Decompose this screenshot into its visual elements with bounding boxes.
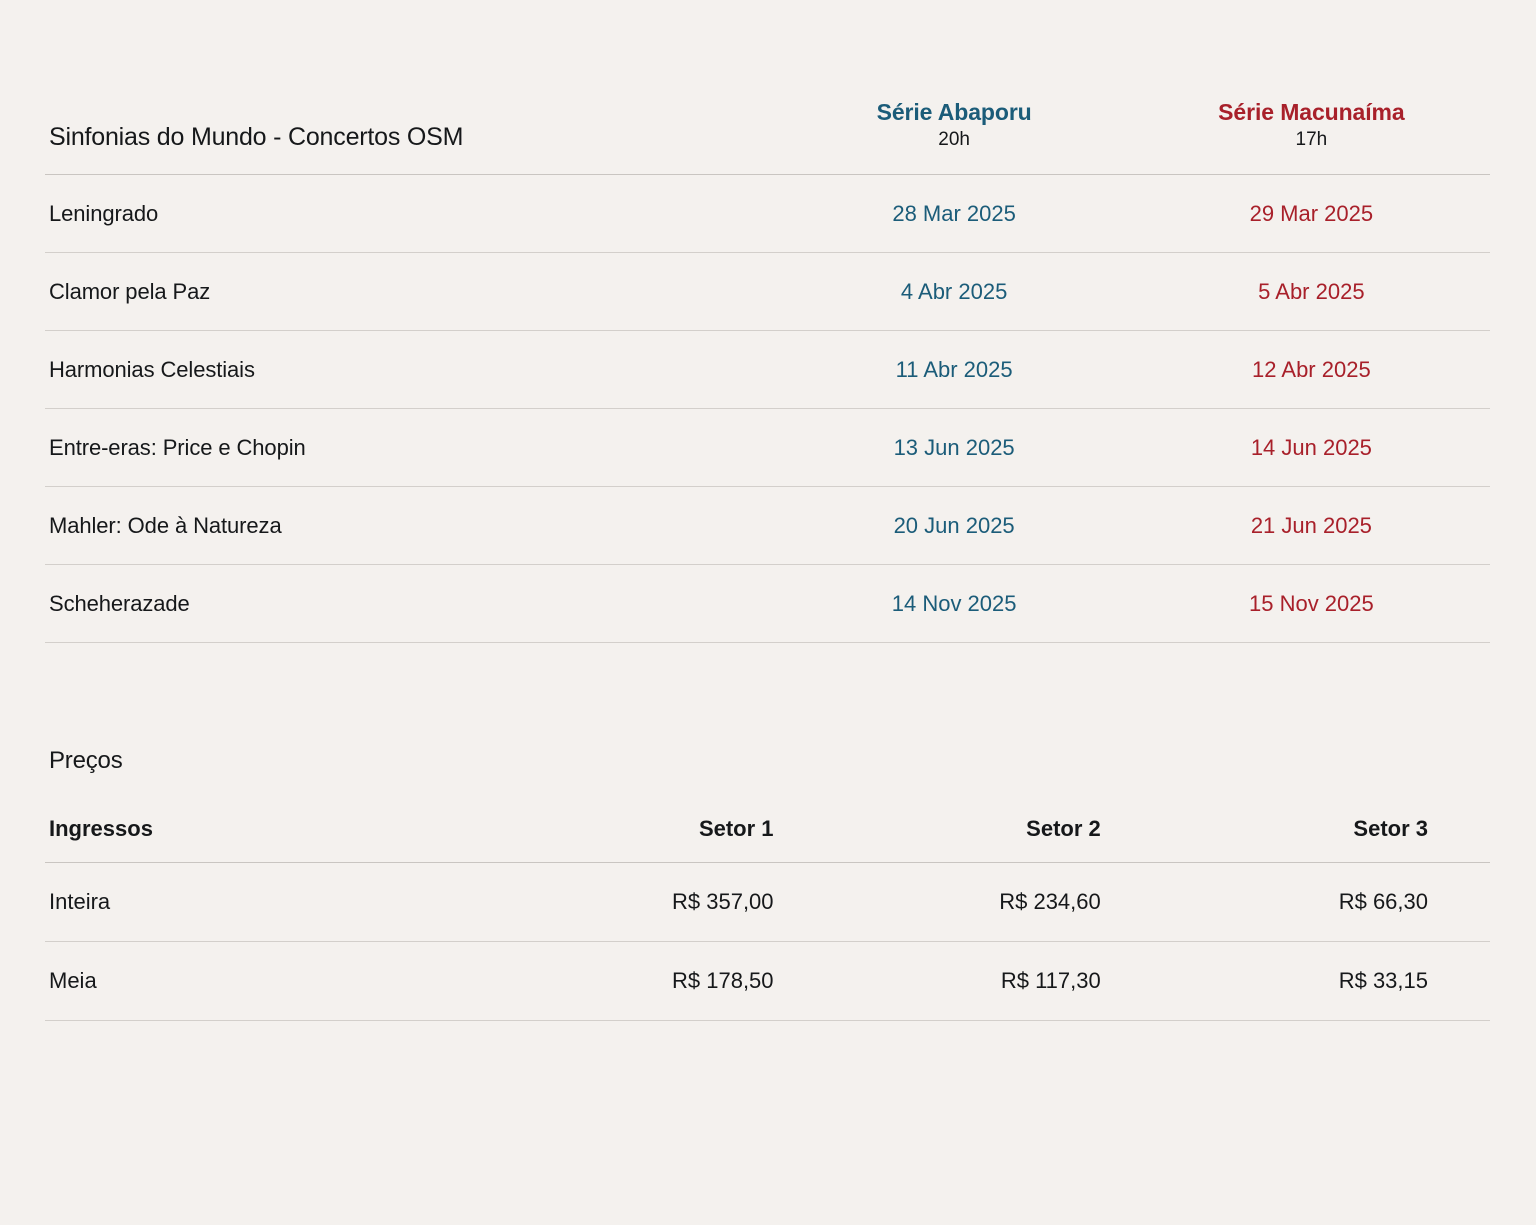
series-time-abaporu: 20h xyxy=(938,128,970,150)
concert-title: Entre-eras: Price e Chopin xyxy=(45,409,776,487)
table-row xyxy=(45,253,1490,331)
series-name-abaporu: Série Abaporu xyxy=(876,99,1032,125)
table-row xyxy=(45,331,1490,409)
document-page xyxy=(0,98,1536,1225)
concert-title: Harmonias Celestiais xyxy=(45,331,776,409)
prices-col-setor1: Setor 1 xyxy=(508,815,835,863)
series-time-macunaima: 17h xyxy=(1295,128,1328,150)
date-abaporu: 28 Mar 2025 xyxy=(776,175,1133,253)
prices-col-tickets: Ingressos xyxy=(45,815,508,863)
price-setor3: R$ 33,15 xyxy=(1163,942,1490,1021)
table-row xyxy=(45,487,1490,565)
concert-title: Scheherazade xyxy=(45,565,776,643)
schedule-header xyxy=(45,98,1490,175)
price-setor3: R$ 66,30 xyxy=(1163,863,1490,942)
price-setor1: R$ 357,00 xyxy=(508,863,835,942)
date-macunaima: 15 Nov 2025 xyxy=(1133,565,1490,643)
concert-schedule-table xyxy=(45,98,1490,643)
prices-heading: Preços xyxy=(49,747,123,775)
date-macunaima: 21 Jun 2025 xyxy=(1133,487,1490,565)
date-macunaima: 5 Abr 2025 xyxy=(1133,253,1490,331)
prices-body xyxy=(45,863,1490,1021)
price-row-label: Inteira xyxy=(45,863,508,942)
date-macunaima: 29 Mar 2025 xyxy=(1133,175,1490,253)
prices-header xyxy=(45,815,1490,863)
price-setor2: R$ 234,60 xyxy=(836,863,1163,942)
price-setor1: R$ 178,50 xyxy=(508,942,835,1021)
date-abaporu: 11 Abr 2025 xyxy=(776,331,1133,409)
prices-table xyxy=(45,815,1490,1021)
schedule-title: Sinfonias do Mundo - Concertos OSM xyxy=(45,98,776,175)
date-abaporu: 13 Jun 2025 xyxy=(776,409,1133,487)
series-name-macunaima: Série Macunaíma xyxy=(1218,99,1405,125)
date-abaporu: 4 Abr 2025 xyxy=(776,253,1133,331)
series-header-abaporu xyxy=(776,98,1133,175)
table-row xyxy=(45,175,1490,253)
date-abaporu: 20 Jun 2025 xyxy=(776,487,1133,565)
date-macunaima: 14 Jun 2025 xyxy=(1133,409,1490,487)
schedule-body xyxy=(45,175,1490,643)
concert-title: Leningrado xyxy=(45,175,776,253)
date-macunaima: 12 Abr 2025 xyxy=(1133,331,1490,409)
series-header-macunaima xyxy=(1133,98,1490,175)
prices-col-setor2: Setor 2 xyxy=(836,815,1163,863)
price-row-label: Meia xyxy=(45,942,508,1021)
table-row xyxy=(45,409,1490,487)
concert-title: Mahler: Ode à Natureza xyxy=(45,487,776,565)
table-row xyxy=(45,565,1490,643)
table-row xyxy=(45,942,1490,1021)
prices-col-setor3: Setor 3 xyxy=(1163,815,1490,863)
concert-title: Clamor pela Paz xyxy=(45,253,776,331)
price-setor2: R$ 117,30 xyxy=(836,942,1163,1021)
table-row xyxy=(45,863,1490,942)
date-abaporu: 14 Nov 2025 xyxy=(776,565,1133,643)
